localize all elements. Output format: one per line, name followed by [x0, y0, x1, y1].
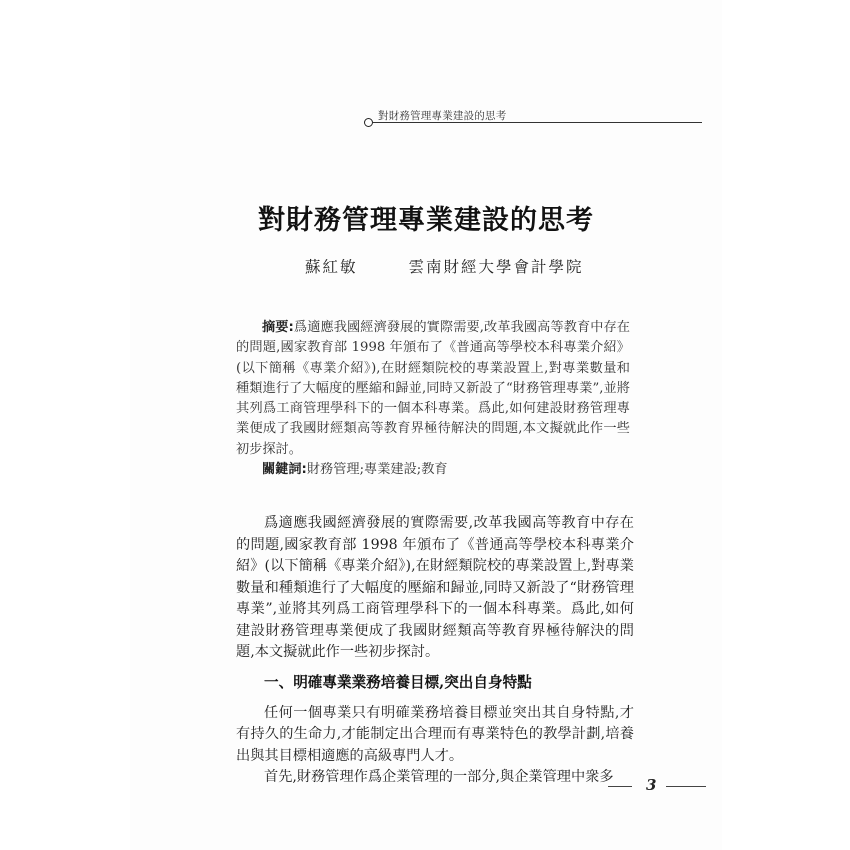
abstract-text: 爲適應我國經濟發展的實際需要,改革我國高等教育中存在的問題,國家教育部 1998 年頒布了《普通高等學校本科專業介紹》(以下簡稱《專業介紹》),在財經類院校的專業設置上,對專業數量和種類進行了大幅度的壓縮和歸並,同時又新設了“財務管理專業”,並將其列爲工商管理學科下的一個本科專業。爲此,如何建設財務管理專業便成了我國財經類高等教育界極待解決的問題,本文擬就此作一些初步探討。 [236, 320, 630, 457]
article-title: 對財務管理專業建設的思考 [258, 205, 594, 236]
keywords-label: 關鍵詞: [262, 462, 307, 478]
keywords [236, 460, 630, 480]
body-paragraph: 爲適應我國經濟發展的實際需要,改革我國高等教育中存在的問題,國家教育部 1998 年頒布了《普通高等學校本科專業介紹》(以下簡稱《專業介紹》),在財經類院校的專業設置上,對專業數量和種類進行了大幅度的壓縮和歸並,同時又新設了“財務管理專業”,並將其列爲工商管理學科下的一個本科專業。爲此,如何建設財務管理專業便成了我國財經類高等教育界極待解決的問題,本文擬就此作一些初步探討。 [236, 515, 634, 660]
footer-dash-right [666, 786, 706, 787]
body-paragraph: 首先,財務管理作爲企業管理的一部分,與企業管理中衆多 [264, 769, 614, 785]
running-header [364, 108, 702, 130]
author-affiliation: 雲南財經大學會計學院 [408, 258, 584, 276]
body-paragraph: 任何一個專業只有明確業務培養目標並突出其自身特點,才有持久的生命力,才能制定出合理而有專業特色的教學計劃,培養出與其目標相適應的高級專門人才。 [236, 704, 634, 764]
page-number: 3 [646, 776, 657, 794]
abstract-paragraph [236, 318, 630, 460]
keywords-text: 財務管理;專業建設;教育 [306, 462, 448, 478]
section-heading: 一、明確專業業務培養目標,突出自身特點 [264, 673, 532, 691]
footer-dash-left [608, 786, 632, 787]
author-name: 蘇紅敏 [305, 258, 358, 276]
byline [305, 255, 583, 277]
abstract-label: 摘要: [262, 320, 294, 335]
page-footer [608, 776, 704, 796]
circle-bullet-icon [364, 118, 373, 127]
article-body [236, 513, 634, 789]
running-header-text: 對財務管理專業建設的思考 [378, 110, 507, 122]
abstract [236, 318, 630, 480]
